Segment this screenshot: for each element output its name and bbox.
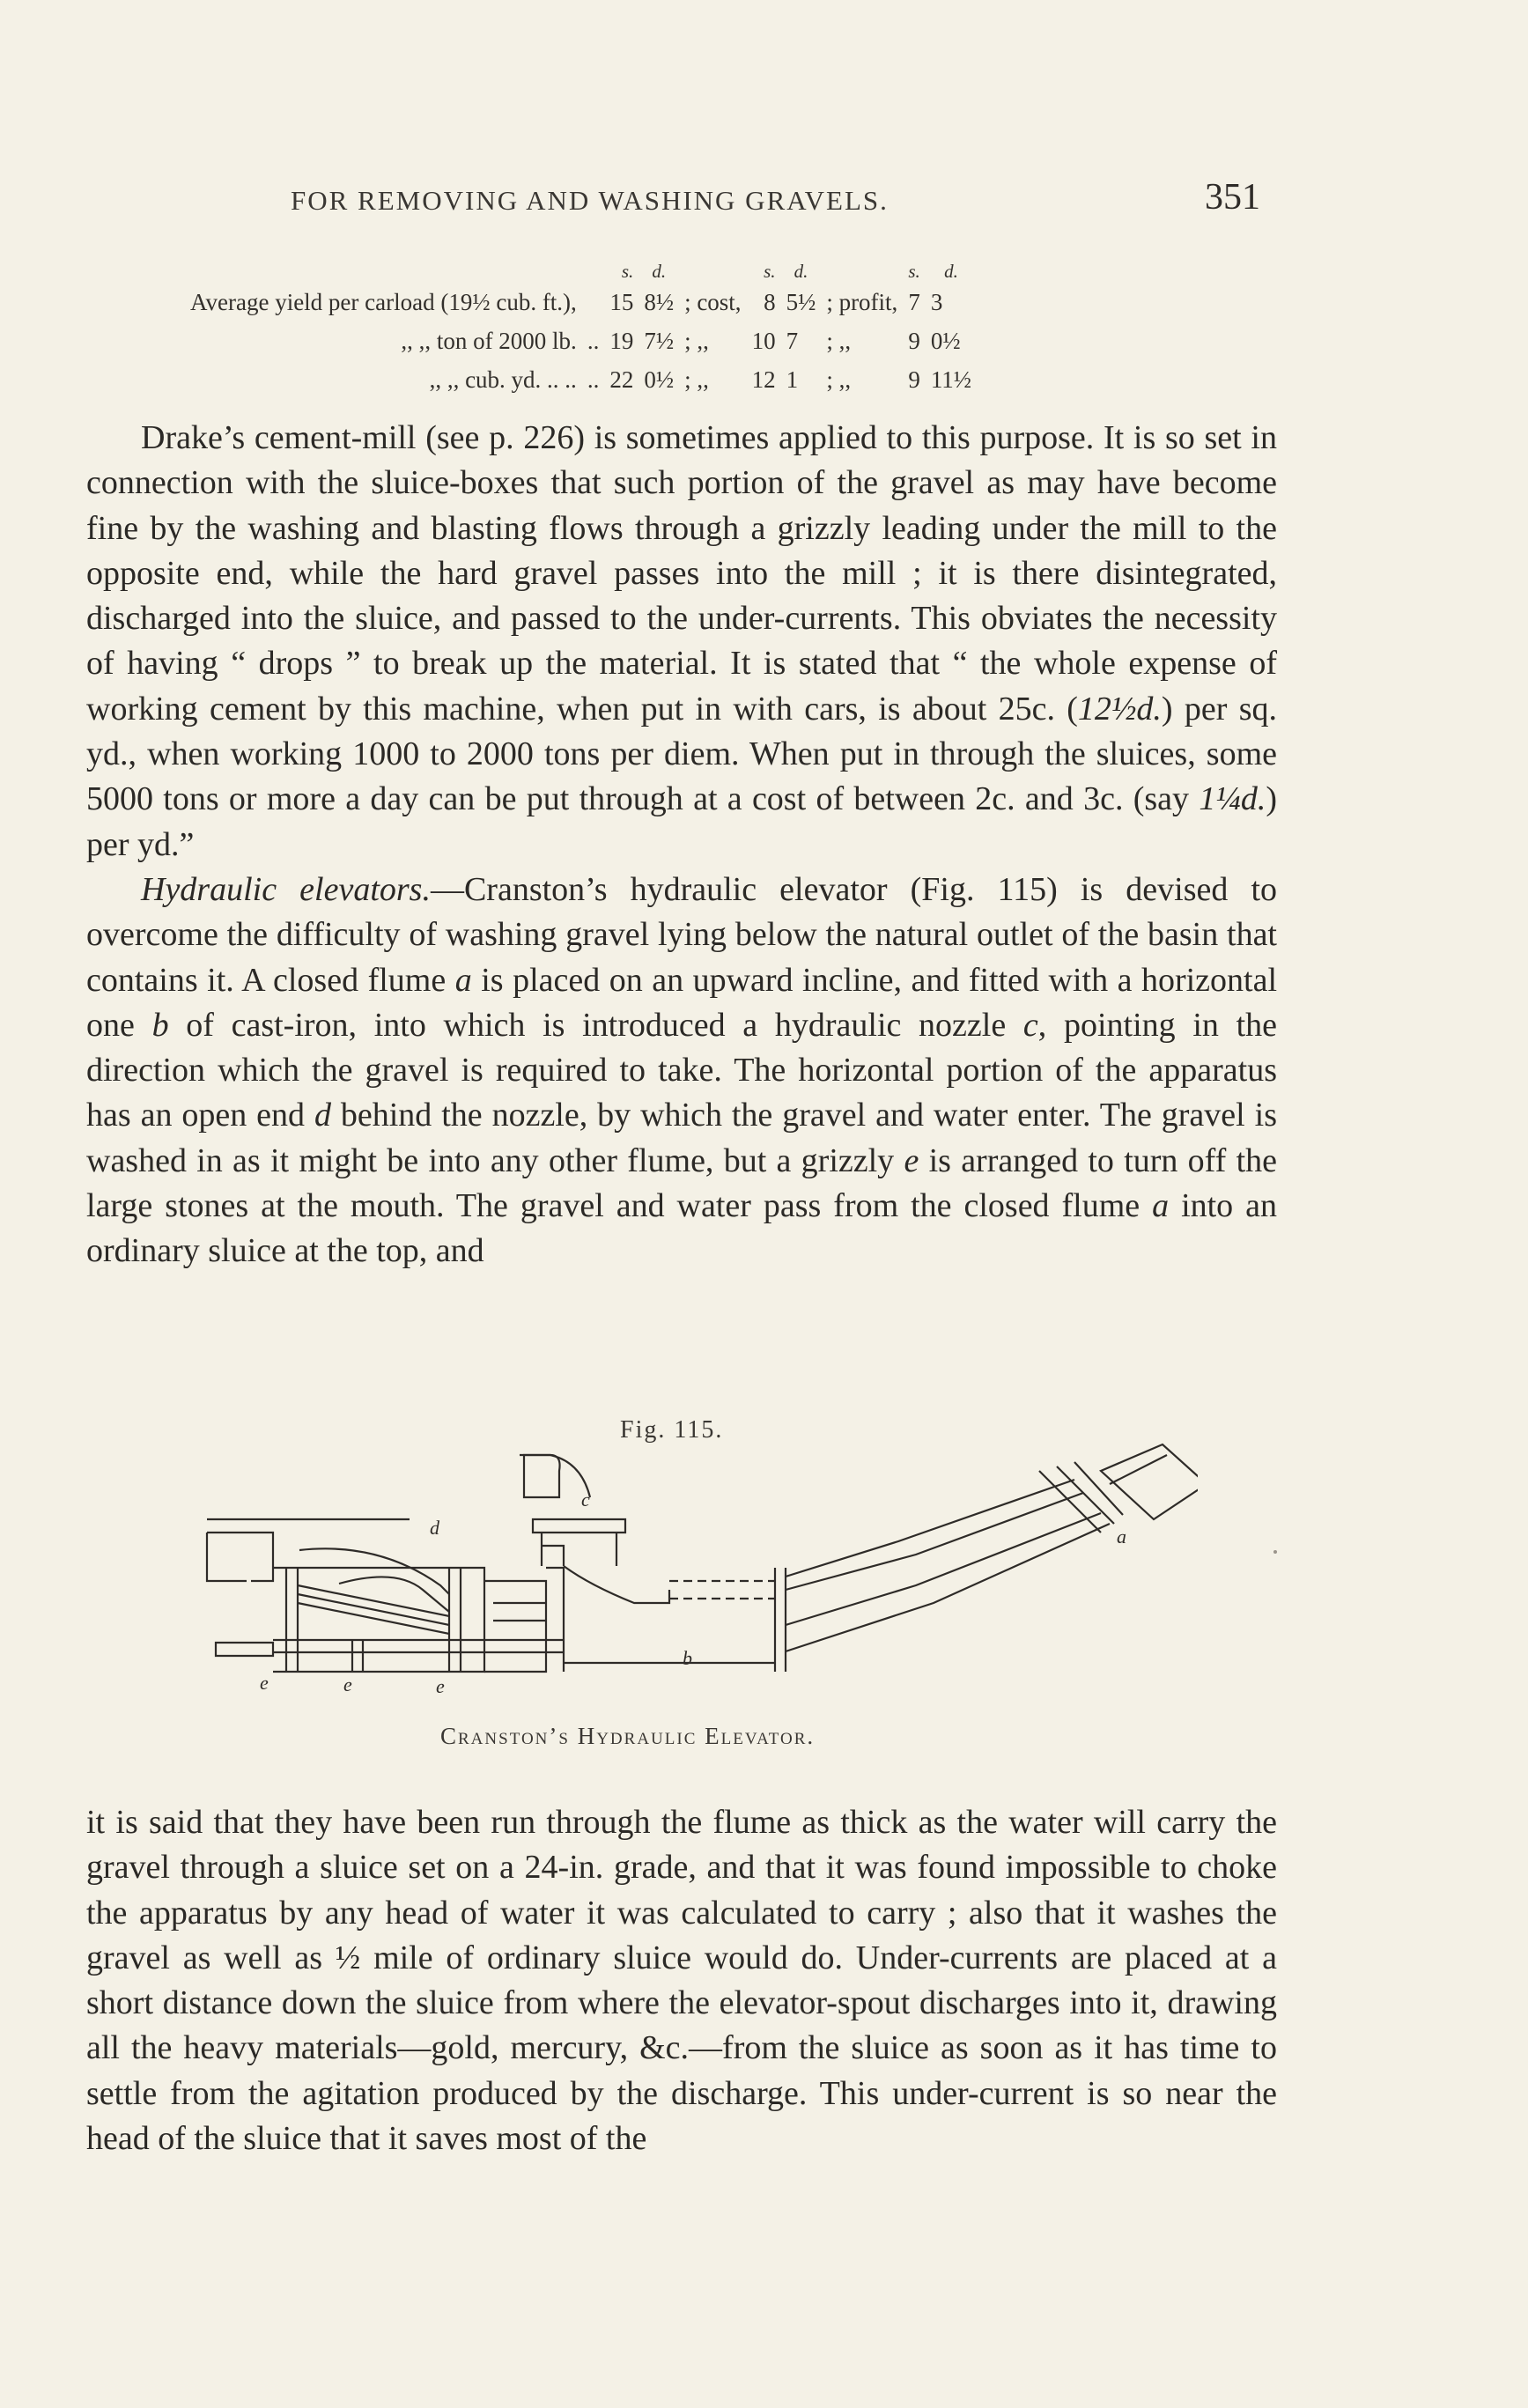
paragraph-drake: [86, 416, 1277, 868]
italic-amount: 12½d.: [1077, 690, 1162, 728]
label-a: a: [1117, 1525, 1126, 1547]
text-span: is placed on an upward incline, and fitted with a horizontal one: [86, 961, 1277, 1044]
profit-separator: ; ,,: [826, 327, 852, 354]
unit-header: s.: [621, 261, 634, 282]
joint-flange: [775, 1568, 786, 1672]
profit-separator: ; ,,: [826, 366, 852, 393]
text-span: , pointing in the direction which the gravel is required to take. The horizontal portion of the apparatus has an open end: [86, 1006, 1278, 1134]
label-b: b: [683, 1647, 692, 1669]
row-label: Average yield per carload (19½ cub. ft.),: [190, 288, 577, 315]
flume-grate: [1039, 1462, 1123, 1533]
text-span: ) per yd.”: [86, 780, 1277, 863]
hidden-lines: [669, 1581, 775, 1599]
cost-shillings: 10: [751, 327, 776, 354]
unit-header: s.: [908, 261, 920, 282]
sluice-edge: [1110, 1455, 1167, 1484]
nozzle-stem: [542, 1533, 616, 1566]
yield-pence: 8½: [644, 288, 675, 315]
text-span: of cast-iron, into which is introduced a hydraulic nozzle: [168, 1006, 1023, 1044]
figure-label: Fig. 115.: [620, 1416, 724, 1444]
row-label: ,, ,, ton of 2000 lb.: [401, 327, 577, 354]
profit-separator: ; profit,: [826, 288, 898, 315]
text-span: into an ordinary sluice at the top, and: [86, 1187, 1277, 1270]
yield-pence: 7½: [644, 327, 675, 354]
cost-shillings: 8: [764, 288, 776, 315]
unit-header: d.: [794, 261, 808, 282]
row-dots: ..: [587, 327, 600, 354]
profit-shillings: 7: [908, 288, 920, 315]
intake-curve: [299, 1548, 449, 1594]
figure-hydraulic-elevator: [194, 1436, 1198, 1717]
row-dots: ..: [587, 366, 600, 393]
figure-reference: b: [151, 1006, 169, 1044]
label-e: e: [343, 1673, 352, 1695]
cost-pence: 1: [786, 366, 799, 393]
figure-reference: a: [1152, 1187, 1170, 1225]
cost-pence: 5½: [786, 288, 816, 315]
inlet-wall: [207, 1533, 273, 1581]
nozzle-pipe: [524, 1455, 560, 1497]
label-d: d: [430, 1517, 439, 1539]
nozzle-jet: [564, 1566, 669, 1603]
cost-separator: ; ,,: [684, 327, 709, 354]
table-row: [185, 360, 977, 399]
yield-shillings: 19: [609, 327, 634, 354]
profit-shillings: 9: [908, 327, 920, 354]
text-span: behind the nozzle, by which the gravel and water enter. The gravel is washed in as it might be into any other flume, but a grizzly: [86, 1097, 1277, 1179]
figure-reference: c: [1022, 1006, 1038, 1044]
paragraph-continuation: it is said that they have been run through the flume as thick as the water will carry the gravel through a sluice set on a 24-in. grade, and that it was found impossible to choke the apparatus by any head of water it was calculated to carry ; also that it washes the gravel as well as ½ mile of ordinary sluice would do. Under-currents are placed at a short distance down the sluice from where the elevator-spout discharges into it, drawing all the heavy materials—gold, mercury, &c.—from the sluice as soon as it has time to settle from the agitation produced by the discharge. This under-current is so near the head of the sluice that it saves most of the: [86, 1804, 1277, 2158]
inlet-wall: [207, 1533, 247, 1581]
cost-shillings: 12: [751, 366, 776, 393]
lower-text-block: [86, 1800, 1277, 2161]
yield-table: [185, 261, 977, 399]
running-head: FOR REMOVING AND WASHING GRAVELS.: [291, 185, 889, 216]
section-heading: Hydraulic elevators.: [141, 870, 431, 908]
nozzle-detail: [542, 1546, 564, 1566]
text-span: is arranged to turn off the large stones at the mouth. The gravel and water pass from the closed flume: [86, 1141, 1277, 1225]
profit-pence: 0½: [930, 327, 961, 354]
unit-header: d.: [944, 261, 958, 282]
table-row: [185, 283, 977, 321]
yield-shillings: 22: [609, 366, 634, 393]
unit-header-row: [185, 261, 977, 283]
casing-flange: [449, 1568, 461, 1672]
label-c: c: [581, 1488, 590, 1511]
cost-separator: ; ,,: [684, 366, 709, 393]
label-e: e: [436, 1675, 445, 1697]
elevator-drawing: [194, 1436, 1198, 1717]
cost-separator: ; cost,: [684, 288, 742, 315]
row-label: ,, ,, cub. yd. .. ..: [429, 366, 577, 393]
flume-top: [786, 1480, 1074, 1577]
casing-flange: [286, 1568, 298, 1672]
flume-top-inner: [786, 1493, 1083, 1590]
casing-flange: [352, 1640, 363, 1672]
yield-pence: 0½: [644, 366, 675, 393]
cost-pence: 7: [786, 327, 799, 354]
unit-header: s.: [764, 261, 776, 282]
middle-flange: [546, 1568, 564, 1672]
table-row: [185, 321, 977, 360]
text-span: ) per sq. yd., when working 1000 to 2000 tons per diem. When put in through the sluices, some 5000 tons or more a day can be put through at a cost of between 2c. and 3c. (say: [86, 690, 1277, 818]
page-speck: [1273, 1550, 1277, 1554]
middle-lines: [493, 1603, 546, 1621]
figure-reference: d: [314, 1097, 331, 1134]
italic-amount: 1¼d.: [1199, 780, 1266, 818]
paragraph-hydraulic-elevators: [86, 868, 1277, 1274]
foundation-block: [216, 1643, 273, 1656]
unit-header: d.: [652, 261, 667, 282]
figure-caption: Cranston’s Hydraulic Elevator.: [440, 1723, 816, 1749]
yield-shillings: 15: [609, 288, 634, 315]
profit-pence: 11½: [930, 366, 972, 393]
figure-reference: a: [454, 961, 472, 999]
profit-shillings: 9: [908, 366, 920, 393]
nozzle-bend: [520, 1455, 590, 1497]
upper-text-block: [86, 416, 1277, 1274]
profit-pence: 3: [930, 288, 943, 315]
text-span: —Cranston’s hydraulic elevator (Fig. 115) is devised to overcome the difficulty of washing gravel lying below the natural outlet of the basin that contains it. A closed flume: [86, 870, 1277, 999]
label-e: e: [260, 1672, 269, 1694]
text-span: Drake’s cement-mill (see p. 226) is sometimes applied to this purpose. It is so set in connection with the sluice-boxes that such portion of the gravel as may have become fine by the washing and blasting flows through a grizzly leading under the mill to the opposite end, while the hard gravel passes into the mill ; it is there disintegrated, discharged into the sluice, and passed to the under-currents. This obviates the necessity of having “ drops ” to break up the material. It is stated that “ the whole expense of working cement by this machine, when put in with cars, is about 25c. (: [86, 419, 1277, 728]
nozzle-flange: [533, 1519, 625, 1533]
middle-section: [484, 1581, 546, 1672]
page-number: 351: [1205, 177, 1260, 218]
figure-reference: e: [904, 1141, 919, 1179]
casing-bottom: [273, 1640, 564, 1652]
row-dots: [582, 283, 605, 321]
flume-bottom: [786, 1513, 1101, 1625]
